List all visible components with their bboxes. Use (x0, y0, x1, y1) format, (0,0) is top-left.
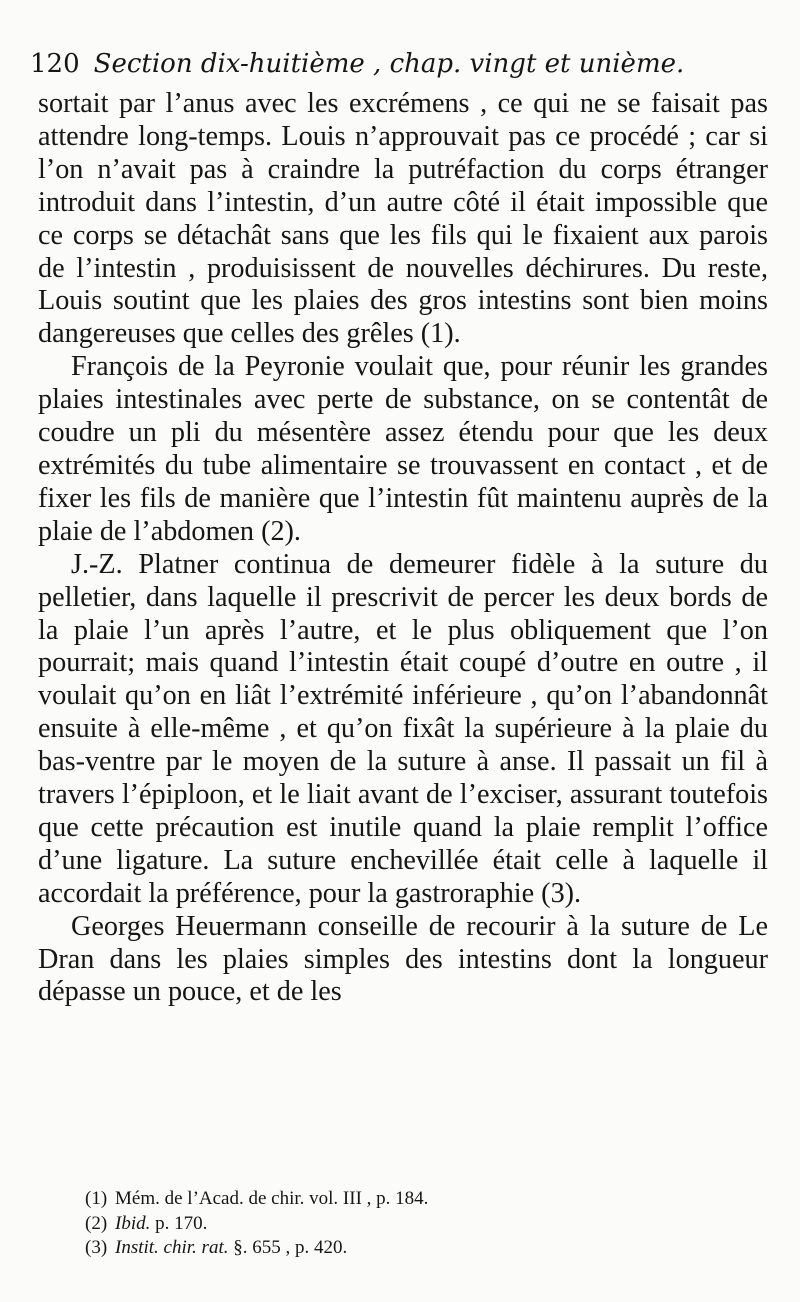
footnote-text: Mém. de l’Acad. de chir. vol. III , p. 184. (115, 1188, 429, 1209)
paragraph-continuation: sortait par l’anus avec les excrémens , ce qui ne se faisait pas attendre long-temps. Louis n’approuvait pas ce procédé ; car si l’on n’avait pas à craindre la putréfaction du corps étranger introduit dans l’intestin, d’un autre côté il était impossible que ce corps se détachât sans que les fils qui le fixaient aux parois de l’intestin , produisissent de nouvelles déchirures. Du reste, Louis soutint que les plaies des gros intestins sont bien moins dangereuses que celles des grêles (1). (38, 88, 768, 350)
footnote-mark: (2) (85, 1212, 108, 1234)
footnote-text: p. 170. (150, 1212, 208, 1234)
footnote-italic: Ibid. (115, 1212, 151, 1234)
page-header (30, 44, 770, 84)
footnotes (85, 1187, 745, 1261)
footnote-mark: (3) (85, 1237, 108, 1258)
footnote-mark: (1) (85, 1188, 108, 1209)
running-head: Section dix-huitième , chap. vingt et unième. (93, 49, 685, 79)
paragraph-heuermann: Georges Heuermann conseille de recourir à la suture de Le Dran dans les plaies simples des intestins dont la longueur dépasse un pouce, et de les (38, 910, 768, 1008)
footnote-text: §. 655 , p. 420. (228, 1237, 348, 1258)
body-text (38, 88, 768, 1009)
paragraph-platner: J.-Z. Platner continua de demeurer fidèle à la suture du pelletier, dans laquelle il prescrivit de percer les deux bords de la plaie l’un après l’autre, et le plus obliquement que l’on pourrait; mais quand l’intestin était coupé d’outre en outre , il voulait qu’on en liât l’extrémité inférieure , qu’on l’abandonnât ensuite à elle-même , et qu’on fixât la supérieure à la plaie du bas-ventre par le moyen de la suture à anse. Il passait un fil à travers l’épiploon, et le liait avant de l’exciser, assurant toutefois que cette précaution est inutile quand la plaie remplit l’office d’une ligature. La suture enchevillée était celle à laquelle il accordait la préférence, pour la gastroraphie (3). (38, 548, 768, 909)
page-number: 120 (30, 49, 80, 79)
footnote-1 (85, 1187, 745, 1212)
footnote-italic: Instit. chir. rat. (115, 1237, 229, 1258)
paragraph-peyronie: François de la Peyronie voulait que, pour réunir les grandes plaies intestinales avec perte de substance, on se contentât de coudre un pli du mésentère assez étendu pour que les deux extrémités du tube alimentaire se trouvassent en contact , et de fixer les fils de manière que l’intestin fût maintenu auprès de la plaie de l’abdomen (2). (38, 351, 768, 547)
footnote-3 (85, 1236, 745, 1261)
footnote-2 (85, 1212, 745, 1237)
